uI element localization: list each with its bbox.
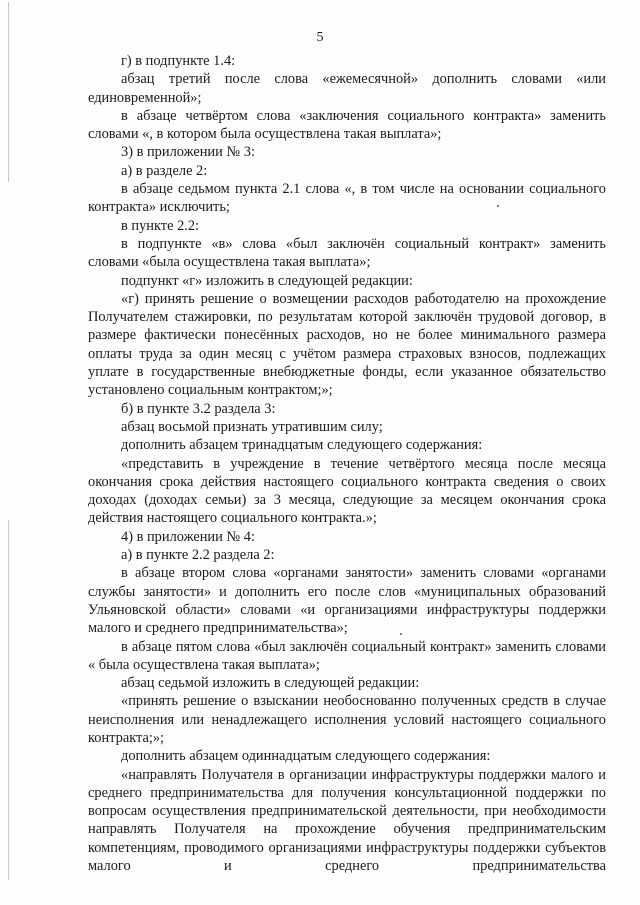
paragraph: абзац седьмой изложить в следующей редакции: (121, 675, 420, 692)
paragraph: «принять решение о взыскании необоснованно полученных средств в случае неисполнения или ненадлежащего исполнения условий настоящего социального контракта;»; (88, 693, 606, 746)
paragraph: б) в пункте 3.2 раздела 3: (121, 400, 276, 417)
paragraph: в абзаце четвёртом слова «заключения социального контракта» заменить словами «, в котором была осуществлена такая выплата»; (88, 107, 606, 143)
scan-edge-mark (8, 2, 9, 182)
paragraph: абзац восьмой признать утратившим силу; (121, 418, 383, 435)
paragraph: в абзаце седьмом пункта 2.1 слова «, в том числе на основании социального контракта» исключить; (88, 181, 606, 216)
paragraph: а) в пункте 2.2 раздела 2: (121, 547, 275, 564)
paragraph: «г) принять решение о возмещении расходов работодателю на прохождение Получателем стажировки, по результатам которой заключён трудовой договор, в размере фактически понесённых расходов, но не более минимального размера оплаты труда за один месяц с учётом размера страховых взносов, подлежащих уплате в государственные внебюджетные фонды, если указанное обязательство установлено социальным контрактом;»; (88, 290, 606, 399)
paragraph: г) в подпункте 1.4: (121, 53, 236, 69)
paragraph: подпункт «г» изложить в следующей редакции: (121, 272, 413, 289)
paragraph: в абзаце втором слова «органами занятости» заменить словами «органами службы занятости» и дополнить его после слов «муниципальных образований Ульяновской области» словами «и организациями инфраструктуры поддержки малого и среднего предпринимательства»; (88, 565, 606, 637)
paragraph: «направлять Получателя в организации инфраструктуры поддержки малого и среднего предпринимательства для получения консультационной поддержки по вопросам осуществления предпринимательской деятельности, при необходимости направлять Получателя на прохождение обучения предпринимательским компетенциям, проводимого организациями инфраструктуры поддержки субъектов малого и среднего предпринимательства (88, 766, 606, 875)
document-body (88, 52, 606, 875)
paragraph: в абзаце пятом слова «был заключён социальный контракт» заменить словами « была осуществлена такая выплата»; (88, 638, 606, 673)
paragraph: дополнить абзацем тринадцатым следующего содержания: (121, 437, 483, 454)
paragraph: а) в разделе 2: (121, 162, 208, 179)
paragraph: дополнить абзацем одиннадцатым следующего содержания: (121, 748, 491, 765)
scan-edge-mark (8, 520, 9, 880)
paragraph: «представить в учреждение в течение четвёртого месяца после месяца окончания срока действия настоящего социального контракта сведения о своих доходах (доходах семьи) за 3 месяца, следующие за месяцем окончания срока действия настоящего социального контракта.»; (88, 455, 606, 527)
page-number: 5 (316, 30, 324, 45)
paragraph: 3) в приложении № 3: (121, 144, 255, 161)
paragraph: в пункте 2.2: (121, 217, 200, 234)
paragraph: в подпункте «в» слова «был заключён социальный контракт» заменить словами «была осуществлена такая выплата»; (88, 235, 606, 271)
paragraph: 4) в приложении № 4: (121, 528, 255, 545)
paragraph: абзац третий после слова «ежемесячной» дополнить словами «или единовременной»; (88, 71, 606, 106)
